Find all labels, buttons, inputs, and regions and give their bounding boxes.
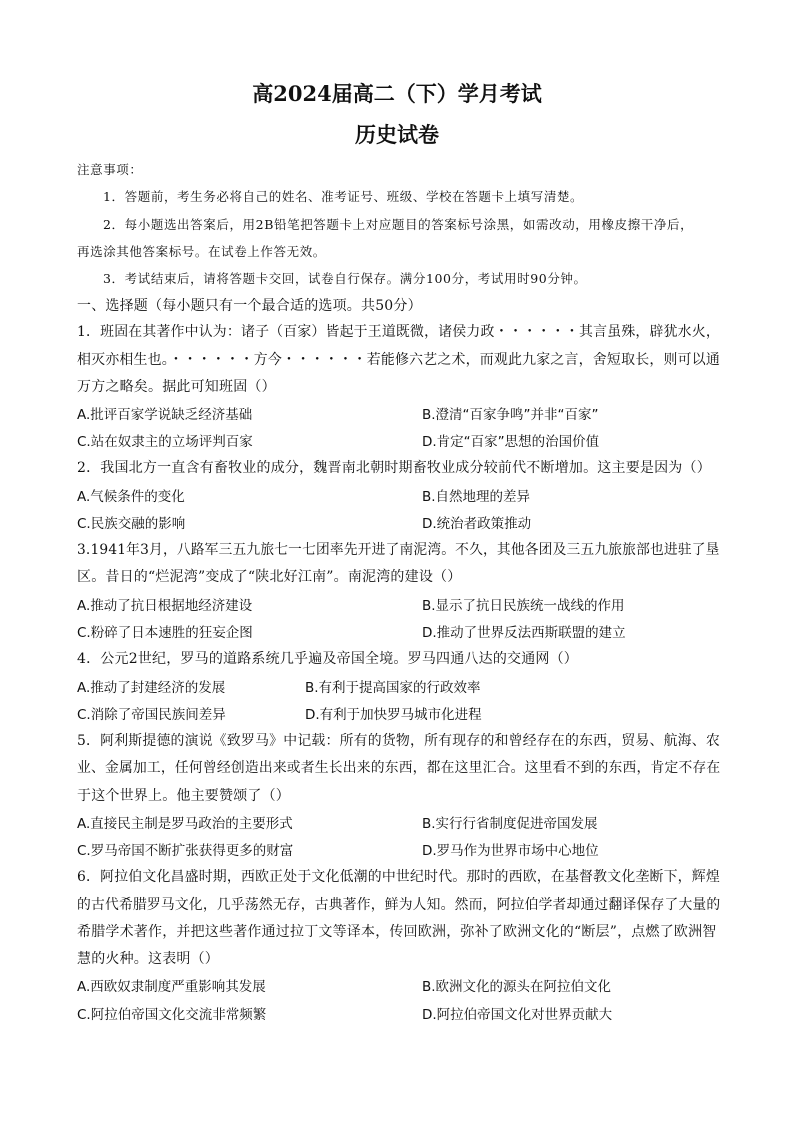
question-3-line-1: 3.1941年3月，八路军三五九旅七一七团率先开进了南泥湾。不久，其他各团及三五九旅旅部也进驻了垦 bbox=[77, 542, 720, 558]
question-5-option-c: C.罗马帝国不断扩张获得更多的财富 bbox=[77, 843, 294, 859]
note-item-1: 1．答题前，考生务必将自己的姓名、准考证号、班级、学校在答题卡上填写清楚。 bbox=[103, 189, 584, 204]
notes-heading: 注意事项： bbox=[77, 162, 143, 177]
question-1-option-b: B.澄清“百家争鸣”并非“百家” bbox=[422, 407, 599, 423]
question-1-option-a: A.批评百家学说缺乏经济基础 bbox=[77, 407, 253, 423]
question-5-option-b: B.实行行省制度促进帝国发展 bbox=[422, 816, 598, 832]
question-6-line-3: 希腊学术著作，并把这些著作通过拉丁文等译本，传回欧洲，弥补了欧洲文化的“断层”，点燃了欧洲智 bbox=[77, 924, 717, 940]
question-2-option-d: D.统治者政策推动 bbox=[422, 516, 532, 532]
question-1-line-3: 万方之略矣。据此可知班固（） bbox=[77, 379, 276, 395]
note-item-3: 3．考试结束后，请将答题卡交回，试卷自行保存。满分100分，考试用时90分钟。 bbox=[103, 271, 587, 286]
question-4-option-d: D.有利于加快罗马城市化进程 bbox=[305, 707, 482, 723]
question-3-option-c: C.粉碎了日本速胜的狂妄企图 bbox=[77, 625, 253, 641]
question-6-line-4: 慧的火种。这表明（） bbox=[77, 951, 219, 967]
question-6-option-a: A.西欧奴隶制度严重影响其发展 bbox=[77, 979, 266, 995]
question-2-option-c: C.民族交融的影响 bbox=[77, 516, 186, 532]
question-6-line-2: 的古代希腊罗马文化，几乎荡然无存，古典著作，鲜为人知。然而，阿拉伯学者却通过翻译保存了大量的 bbox=[77, 897, 721, 913]
question-1-option-d: D.肯定“百家”思想的治国价值 bbox=[422, 434, 600, 450]
question-4-line-1: 4．公元2世纪，罗马的道路系统几乎遍及帝国全境。罗马四通八达的交通网（） bbox=[77, 651, 579, 667]
note-item-2-line-2: 再选涂其他答案标号。在试卷上作答无效。 bbox=[77, 244, 326, 259]
exam-subtitle: 历史试卷 bbox=[355, 122, 439, 147]
question-5-line-3: 于这个世界上。他主要赞颂了（） bbox=[77, 788, 290, 804]
question-2-line-1: 2．我国北方一直含有畜牧业的成分，魏晋南北朝时期畜牧业成分较前代不断增加。这主要是因为（） bbox=[77, 460, 711, 476]
question-1-line-2: 相灭亦相生也。・・・・・・方今・・・・・・若能修六艺之术，而观此九家之言，舍短取长，则可以通 bbox=[77, 352, 720, 368]
question-5-line-2: 业、金属加工，任何曾经创造出来或者生长出来的东西，都在这里汇合。这里看不到的东西，肯定不存在 bbox=[77, 760, 721, 776]
question-5-line-1: 5．阿利斯提德的演说《致罗马》中记载：所有的货物，所有现存的和曾经存在的东西，贸易、航海、农 bbox=[77, 733, 720, 749]
question-4-option-c: C.消除了帝国民族间差异 bbox=[77, 707, 226, 723]
question-5-option-d: D.罗马作为世界市场中心地位 bbox=[422, 843, 599, 859]
section-heading: 一、选择题（每小题只有一个最合适的选项。共50分） bbox=[77, 298, 422, 314]
question-1-option-c: C.站在奴隶主的立场评判百家 bbox=[77, 434, 253, 450]
question-2-option-b: B.自然地理的差异 bbox=[422, 489, 531, 505]
question-4-option-a: A.推动了封建经济的发展 bbox=[77, 680, 226, 696]
question-3-line-2: 区。昔日的“烂泥湾”变成了“陕北好江南”。南泥湾的建设（） bbox=[77, 569, 462, 585]
exam-title: 高2024届高二（下）学月考试 bbox=[252, 81, 542, 106]
question-6-option-b: B.欧洲文化的源头在阿拉伯文化 bbox=[422, 979, 612, 995]
question-6-line-1: 6．阿拉伯文化昌盛时期，西欧正处于文化低潮的中世纪时代。那时的西欧，在基督教文化垄断下，辉煌 bbox=[77, 869, 720, 885]
question-3-option-a: A.推动了抗日根据地经济建设 bbox=[77, 598, 253, 614]
question-6-option-d: D.阿拉伯帝国文化对世界贡献大 bbox=[422, 1007, 613, 1023]
question-4-option-b: B.有利于提高国家的行政效率 bbox=[305, 680, 481, 696]
question-3-option-d: D.推动了世界反法西斯联盟的建立 bbox=[422, 625, 626, 641]
question-3-option-b: B.显示了抗日民族统一战线的作用 bbox=[422, 598, 625, 614]
question-2-option-a: A.气候条件的变化 bbox=[77, 489, 185, 505]
note-item-2-line-1: 2．每小题选出答案后，用2B铅笔把答题卡上对应题目的答案标号涂黑，如需改动，用橡皮擦干净后， bbox=[103, 217, 694, 232]
question-1-line-1: 1．班固在其著作中认为：诸子（百家）皆起于王道既微，诸侯力政・・・・・・其言虽殊，辟犹水火， bbox=[77, 324, 720, 340]
question-5-option-a: A.直接民主制是罗马政治的主要形式 bbox=[77, 816, 293, 832]
question-6-option-c: C.阿拉伯帝国文化交流非常频繁 bbox=[77, 1007, 267, 1023]
